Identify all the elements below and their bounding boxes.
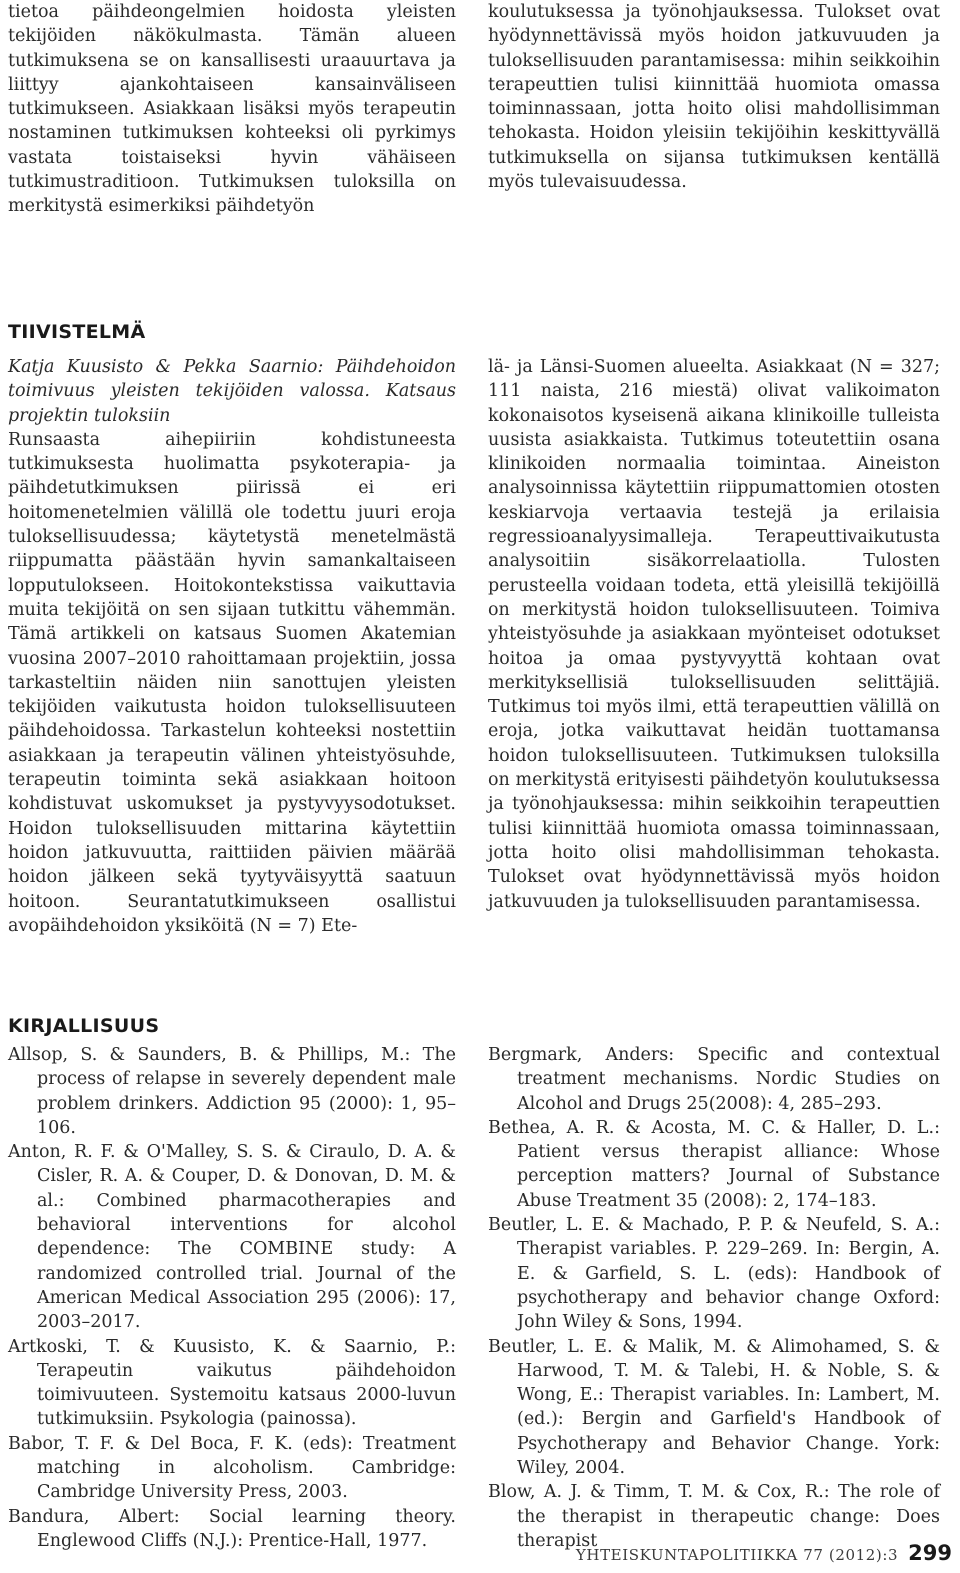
abstract-text-right: lä- ja Länsi-Suomen alueelta. Asiakkaat (N = 327; 111 naista, 216 miestä) olivat valikoimaton kokonaisotos kyseisenä aikana klinikoille tulleista uusista asiakkaista. Tutkimus toteutettiin osana klinikoiden normaalia toimintaa. Aineiston analysoinnissa käytettiin riippumattomien otosten keskiarvoja vertaavia testejä ja erilaisia regressioanalyysimalleja. Terapeuttivaikutusta analysoitiin sisäkorrelaatiolla. Tulosten perusteella voidaan todeta, että yleisillä tekijöillä on merkitystä hoidon tuloksellisuuteen. Toimiva yhteistyösuhde ja asiakkaan myönteiset odotukset hoitoa ja omaa pystyvyyttä kohtaan ovat merkityksellisiä tuloksellisuuden selittäjiä. Tutkimus toi myös ilmi, että terapeuttien välillä on eroja, jotka vaikuttavat heidän tuottamansa hoidon tuloksellisuuteen. Tutkimuksen tuloksilla on merkitystä erityisesti päihdetyön koulutuksessa ja työnohjauksessa: mihin seikkoihin terapeuttien tulisi kiinnittää huomiota omassa toiminnassaan, jotta hoito olisi mahdollisimman tehokasta. Tulokset ovat hyödynnettävissä myös hoidon jatkuvuuden ja tuloksellisuuden parantamisessa. bbox=[488, 357, 940, 912]
body-text-left: tietoa päihdeongelmien hoidosta yleisten tekijöiden näkökulmasta. Tämän alueen tutkimuksena se on kansallisesti uraauurtava ja liittyy ajankohtaiseen kansainväliseen tutkimukseen. Asiakkaan lisäksi myös terapeutin nostaminen tutkimuksen kohteeksi oli pyrkimys vastata toistaiseksi hyvin vähäiseen tutkimustraditioon. Tutkimuksen tuloksilla on merkitystä esimerkiksi päihdetyön bbox=[8, 2, 456, 217]
reference-item: Bethea, A. R. & Acosta, M. C. & Haller, D. L.: Patient versus therapist alliance: Whose perception matters? Journal of Substance Abuse Treatment 35 (2008): 2, 174–183. bbox=[488, 1117, 940, 1211]
page-footer bbox=[576, 1541, 952, 1565]
abstract-left-column bbox=[8, 355, 456, 938]
body-text-right: koulutuksessa ja työnohjauksessa. Tulokset ovat hyödynnettävissä myös hoidon jatkuvuuden ja tuloksellisuuden parantamisessa: mihin seikkoihin terapeuttien tulisi kiinnittää huomiota omassa toiminnassaan, jotta hoito olisi mahdollisimman tehokasta. Hoidon yleisiin tekijöihin keskittyvällä tutkimuksella on sijansa tutkimuksen kentällä myös tulevaisuudessa. bbox=[488, 2, 940, 193]
reference-item: Blow, A. J. & Timm, T. M. & Cox, R.: The role of the therapist in therapeutic change: Does therapist bbox=[488, 1482, 940, 1551]
reference-item: Babor, T. F. & Del Boca, F. K. (eds): Treatment matching in alcoholism. Cambridge: Cambridge University Press, 2003. bbox=[8, 1433, 456, 1503]
page-number: 299 bbox=[908, 1541, 952, 1565]
reference-item: Beutler, L. E. & Machado, P. P. & Neufeld, S. A.: Therapist variables. P. 229–269. In: Bergin, A. E. & Garfield, S. L. (eds): Handbook of psychotherapy and behavior change Oxford: John Wiley & Sons, 1994. bbox=[488, 1215, 940, 1333]
abstract-title: Katja Kuusisto & Pekka Saarnio: Päihdehoidon toimivuus yleisten tekijöiden valossa. Katsaus projektin tuloksiin bbox=[8, 357, 456, 426]
abstract-text-left: Runsaasta aihepiiriin kohdistuneesta tutkimuksesta huolimatta psykoterapia- ja päihdetutkimuksen piirissä ei eri hoitomenetelmien välillä ole todettu juuri eroja tuloksellisuudessa; käytetystä menetelmästä riippumatta päästään hyvin samankaltaiseen lopputulokseen. Hoitokontekstissa vaikuttavia muita tekijöitä on sen sijaan tutkittu vähemmän. Tämä artikkeli on katsaus Suomen Akatemian vuosina 2007–2010 rahoittamaan projektiin, jossa tarkasteltiin näiden niin sanottujen yleisten tekijöiden vaikutusta hoidon tuloksellisuuteen päihdehoidossa. Tarkastelun kohteeksi nostettiin asiakkaan ja terapeutin välinen yhteistyösuhde, terapeutin toiminta sekä asiakkaan hoitoon kohdistuvat uskomukset ja pystyvyysodotukset. Hoidon tuloksellisuuden mittarina käytettiin hoidon jatkuvuutta, raittiiden päivien määrää hoidon jälkeen sekä tyytyväisyyttä saatuun hoitoon. Seurantatutkimukseen osallistui avopäihdehoidon yksiköitä (N = 7) Ete- bbox=[8, 429, 456, 936]
reference-item: Allsop, S. & Saunders, B. & Phillips, M.: The process of relapse in severely dependent male problem drinkers. Addiction 95 (2000): 1, 95–106. bbox=[8, 1045, 456, 1138]
reference-item: Bandura, Albert: Social learning theory. Englewood Cliffs (N.J.): Prentice-Hall, 1977. bbox=[8, 1506, 456, 1551]
references-right-column bbox=[488, 1043, 940, 1553]
reference-item: Bergmark, Anders: Specific and contextual treatment mechanisms. Nordic Studies on Alcohol and Drugs 25(2008): 4, 285–293. bbox=[488, 1045, 940, 1114]
reference-item: Anton, R. F. & O'Malley, S. S. & Ciraulo, D. A. & Cisler, R. A. & Couper, D. & Donovan, D. M. & al.: Combined pharmacotherapies and behavioral interventions for alcohol dependence: The COMBINE study: A randomized controlled trial. Journal of the American Medical Association 295 (2006): 17, 2003–2017. bbox=[8, 1142, 456, 1333]
reference-item: Artkoski, T. & Kuusisto, K. & Saarnio, P.: Terapeutin vaikutus päihdehoidon toimivuuteen. Systemoitu katsaus 2000-luvun tutkimuksiin. Psykologia (painossa). bbox=[8, 1336, 456, 1430]
references-heading: KIRJALLISUUS bbox=[8, 1015, 160, 1037]
reference-item: Beutler, L. E. & Malik, M. & Alimohamed, S. & Harwood, T. M. & Talebi, H. & Noble, S. & Wong, E.: Therapist variables. In: Lambert, M. (ed.): Bergin and Garfield's Handbook of Psychotherapy and Behavior Change. York: Wiley, 2004. bbox=[488, 1336, 940, 1479]
abstract-heading: TIIVISTELMÄ bbox=[8, 321, 146, 343]
references-left-column bbox=[8, 1043, 456, 1553]
journal-name: YHTEISKUNTAPOLITIIKKA 77 (2012):3 bbox=[575, 1546, 899, 1564]
